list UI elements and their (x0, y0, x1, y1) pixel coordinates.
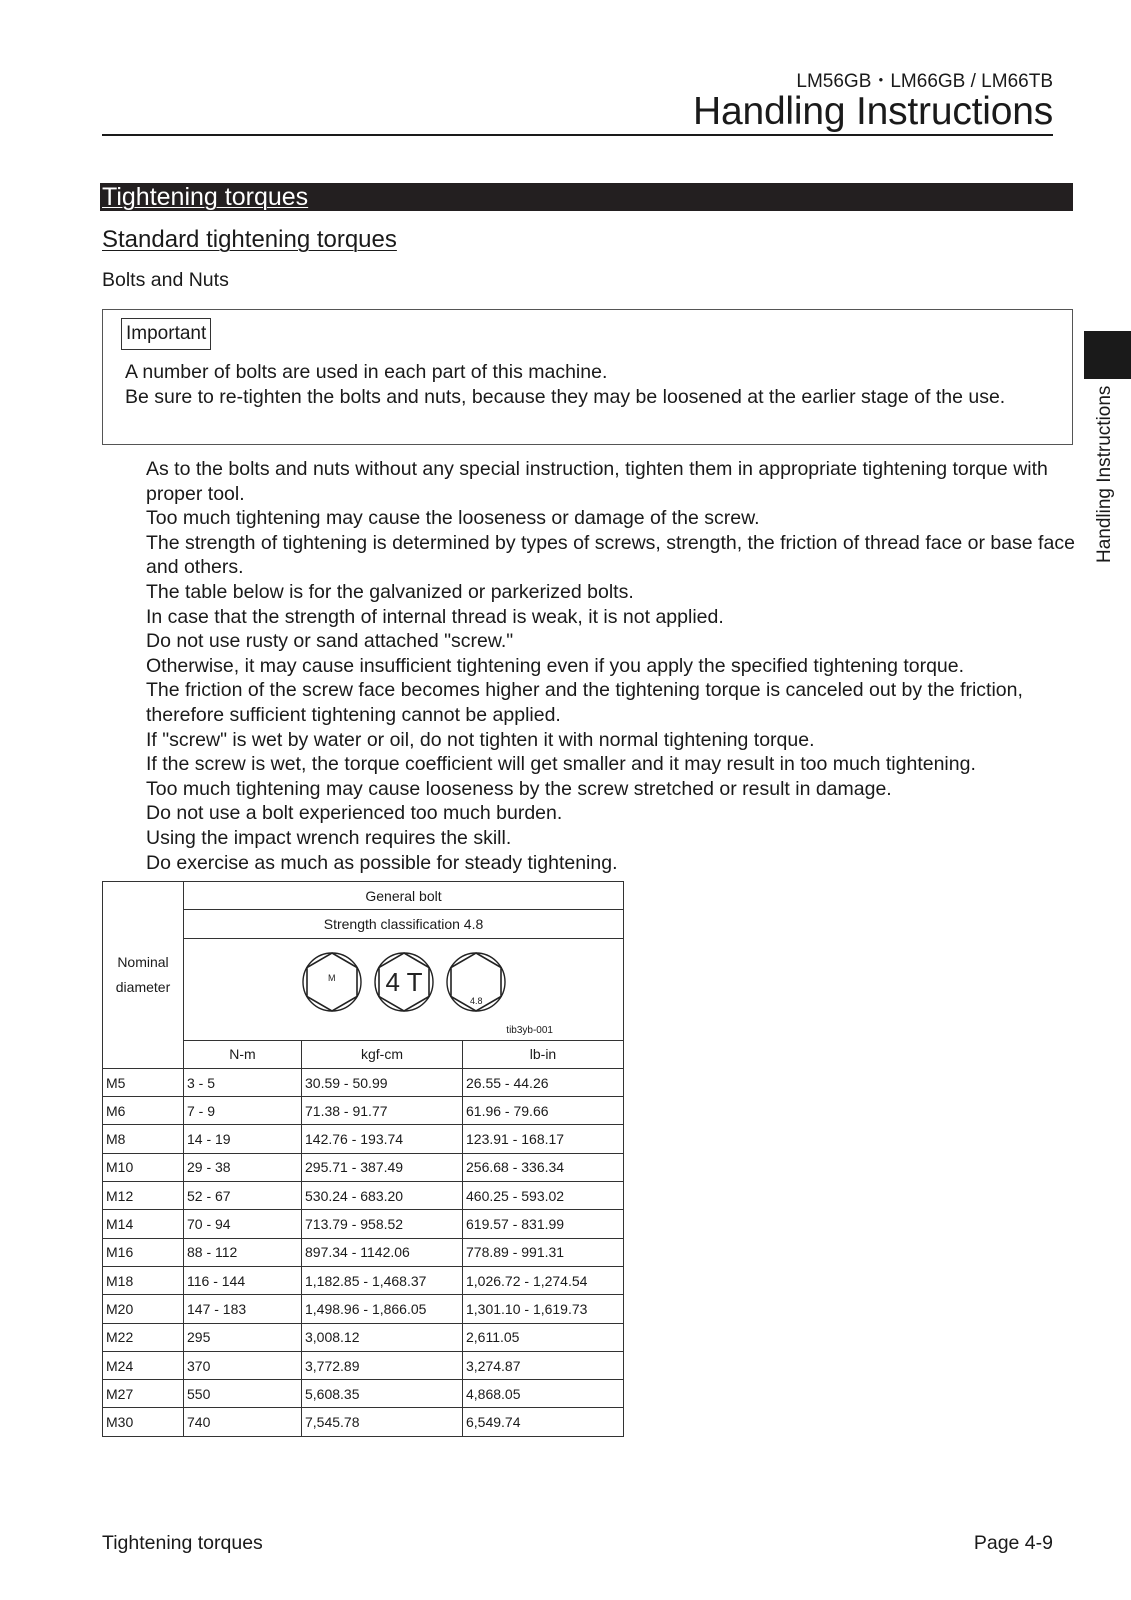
instruction-line: Too much tightening may cause the looseness or damage of the screw. (146, 507, 760, 530)
instruction-line: If "screw" is wet by water or oil, do not tighten it with normal tightening torque. (146, 728, 815, 751)
table-row (103, 1068, 624, 1096)
table-row (103, 1153, 624, 1181)
size-cell: M22 (103, 1323, 184, 1351)
instruction-line: As to the bolts and nuts without any special instruction, tighten them in appropriate tightening torque with proper tool. (146, 458, 1048, 505)
nm-cell: 740 (184, 1408, 302, 1436)
kgf-cell: 7,545.78 (302, 1408, 463, 1436)
size-cell: M24 (103, 1351, 184, 1379)
lb-cell: 1,301.10 - 1,619.73 (463, 1295, 624, 1323)
lb-cell: 4,868.05 (463, 1380, 624, 1408)
important-notice-box (102, 309, 1073, 445)
nominal-label: Nominal (117, 953, 169, 970)
lb-cell: 778.89 - 991.31 (463, 1238, 624, 1266)
unit-header-nm: N-m (184, 1040, 302, 1068)
kgf-cell: 142.76 - 193.74 (302, 1125, 463, 1153)
table-row (103, 1182, 624, 1210)
table-row (103, 1295, 624, 1323)
table-row (103, 1125, 624, 1153)
footer-section-name: Tightening torques (102, 1532, 263, 1554)
nm-cell: 550 (184, 1380, 302, 1408)
model-numbers: LM56GB・LM66GB / LM66TB (796, 71, 1053, 92)
kgf-cell: 1,498.96 - 1,866.05 (302, 1295, 463, 1323)
nm-cell: 116 - 144 (184, 1266, 302, 1294)
kgf-cell: 713.79 - 958.52 (302, 1210, 463, 1238)
important-line: Be sure to re-tighten the bolts and nuts, because they may be loosened at the earlier stage of the use. (125, 385, 1006, 408)
subsection-title: Standard tightening torques (102, 226, 397, 253)
important-label: Important (121, 318, 211, 350)
size-cell: M20 (103, 1295, 184, 1323)
table-row (103, 1408, 624, 1436)
size-cell: M27 (103, 1380, 184, 1408)
size-cell: M12 (103, 1182, 184, 1210)
size-cell: M10 (103, 1153, 184, 1181)
kgf-cell: 530.24 - 683.20 (302, 1182, 463, 1210)
section-title-bar (100, 183, 1073, 211)
instruction-line: In case that the strength of internal thread is weak, it is not applied. (146, 605, 724, 628)
lb-cell: 256.68 - 336.34 (463, 1153, 624, 1181)
size-cell: M16 (103, 1238, 184, 1266)
instruction-line: Too much tightening may cause looseness by the screw stretched or result in damage. (146, 777, 892, 800)
chapter-tab-label: Handling Instructions (1094, 385, 1115, 563)
instruction-line: Do exercise as much as possible for steady tightening. (146, 851, 618, 874)
important-line: A number of bolts are used in each part of this machine. (125, 361, 608, 383)
table-row (103, 1266, 624, 1294)
table-row (103, 1238, 624, 1266)
bolt-head-markings-figure (302, 949, 508, 1019)
instruction-line: The table below is for the galvanized or parkerized bolts. (146, 580, 634, 603)
bolt-mark-m: M (328, 972, 336, 983)
kgf-cell: 30.59 - 50.99 (302, 1068, 463, 1096)
lb-cell: 123.91 - 168.17 (463, 1125, 624, 1153)
bolt-mark-48: 4.8 (470, 995, 483, 1006)
kgf-cell: 5,608.35 (302, 1380, 463, 1408)
nm-cell: 14 - 19 (184, 1125, 302, 1153)
nm-cell: 295 (184, 1323, 302, 1351)
table-row (103, 1323, 624, 1351)
lb-cell: 61.96 - 79.66 (463, 1097, 624, 1125)
instruction-line: The strength of tightening is determined by types of screws, strength, the friction of thread face or base face and others. (146, 531, 1075, 579)
table-row (103, 1210, 624, 1238)
general-bolt-header: General bolt (184, 882, 624, 910)
nm-cell: 147 - 183 (184, 1295, 302, 1323)
nm-cell: 370 (184, 1351, 302, 1379)
kgf-cell: 897.34 - 1142.06 (302, 1238, 463, 1266)
unit-header-kgf-cm: kgf-cm (302, 1040, 463, 1068)
size-cell: M14 (103, 1210, 184, 1238)
bolt-head-48-icon (447, 953, 505, 1011)
torque-table (102, 881, 624, 1437)
lb-cell: 26.55 - 44.26 (463, 1068, 624, 1096)
nm-cell: 3 - 5 (184, 1068, 302, 1096)
important-text (125, 360, 1054, 409)
nm-cell: 7 - 9 (184, 1097, 302, 1125)
bolt-head-figure-cell (184, 938, 624, 1040)
bolt-mark-4t: 4 T (385, 966, 423, 997)
unit-header-lb-in: lb-in (463, 1040, 624, 1068)
nm-cell: 52 - 67 (184, 1182, 302, 1210)
kgf-cell: 3,008.12 (302, 1323, 463, 1351)
page-number: Page 4-9 (973, 1532, 1053, 1554)
lb-cell: 3,274.87 (463, 1351, 624, 1379)
instruction-line: If the screw is wet, the torque coefficient will get smaller and it may result in too much tightening. (146, 753, 976, 776)
diameter-label: diameter (115, 978, 171, 995)
table-row (103, 1380, 624, 1408)
subsubsection-title: Bolts and Nuts (102, 269, 229, 291)
lb-cell: 6,549.74 (463, 1408, 624, 1436)
kgf-cell: 295.71 - 387.49 (302, 1153, 463, 1181)
instruction-line: Do not use rusty or sand attached "screw." (146, 630, 514, 653)
header-divider (102, 134, 1053, 136)
lb-cell: 1,026.72 - 1,274.54 (463, 1266, 624, 1294)
instruction-line: The friction of the screw face becomes higher and the tightening torque is canceled out by the friction, therefore sufficient tightening cannot be applied. (146, 679, 1023, 726)
chapter-tab-marker (1084, 331, 1131, 379)
instruction-text (146, 457, 1076, 875)
figure-code: tib3yb-001 (506, 1024, 553, 1036)
section-title: Tightening torques (102, 183, 309, 211)
kgf-cell: 3,772.89 (302, 1351, 463, 1379)
instruction-line: Otherwise, it may cause insufficient tightening even if you apply the specified tightening torque. (146, 654, 965, 677)
size-cell: M6 (103, 1097, 184, 1125)
size-cell: M5 (103, 1068, 184, 1096)
lb-cell: 2,611.05 (463, 1323, 624, 1351)
size-cell: M18 (103, 1266, 184, 1294)
table-row (103, 1097, 624, 1125)
size-cell: M30 (103, 1408, 184, 1436)
nm-cell: 29 - 38 (184, 1153, 302, 1181)
size-cell: M8 (103, 1125, 184, 1153)
kgf-cell: 1,182.85 - 1,468.37 (302, 1266, 463, 1294)
nominal-diameter-header (103, 882, 184, 1069)
lb-cell: 619.57 - 831.99 (463, 1210, 624, 1238)
table-row (103, 1351, 624, 1379)
page-header-title: Handling Instructions (693, 90, 1053, 133)
lb-cell: 460.25 - 593.02 (463, 1182, 624, 1210)
kgf-cell: 71.38 - 91.77 (302, 1097, 463, 1125)
strength-class-header: Strength classification 4.8 (184, 910, 624, 938)
nm-cell: 88 - 112 (184, 1238, 302, 1266)
nm-cell: 70 - 94 (184, 1210, 302, 1238)
bolt-head-4t-icon (375, 953, 433, 1011)
instruction-line: Using the impact wrench requires the skill. (146, 826, 512, 849)
bolt-head-m-icon (303, 953, 361, 1011)
instruction-line: Do not use a bolt experienced too much burden. (146, 802, 563, 825)
